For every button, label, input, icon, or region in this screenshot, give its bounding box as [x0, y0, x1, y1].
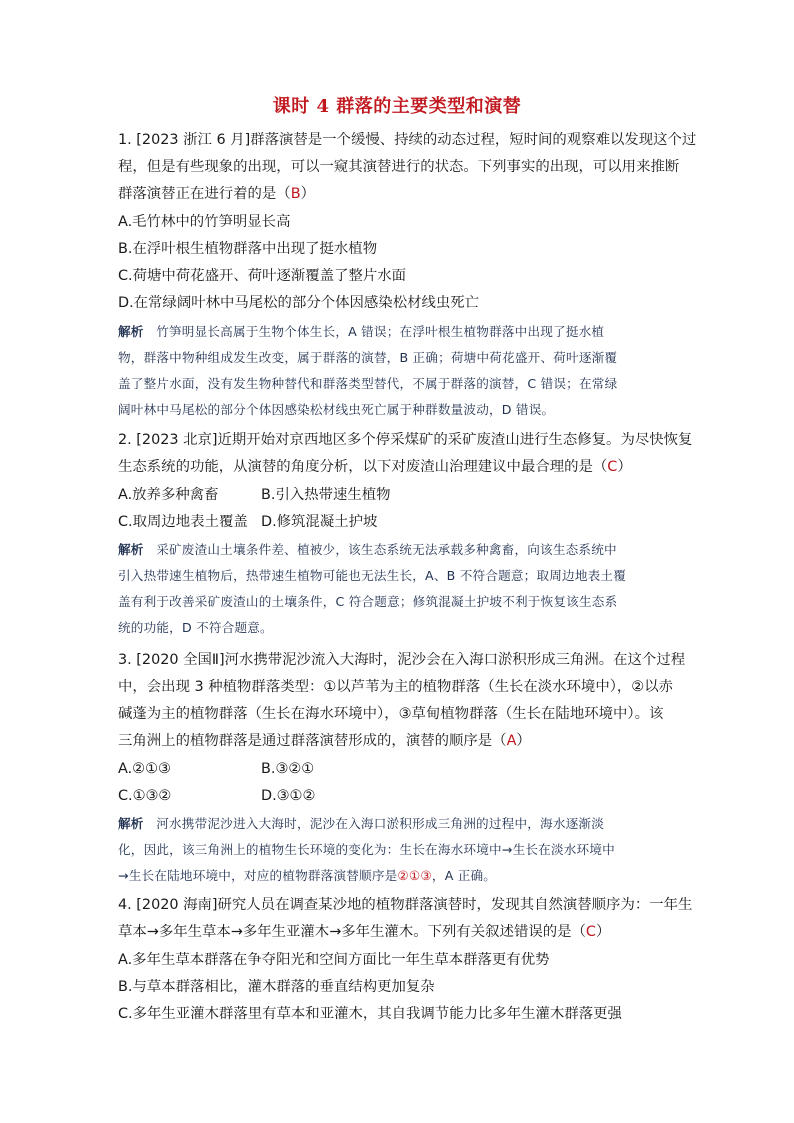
question-3-option-a: A.②①③	[118, 761, 171, 777]
question-4-answer: C	[585, 924, 596, 940]
question-3-stem-line-1: 3. [2020 全国Ⅱ]河水携带泥沙流入大海时，泥沙会在入海口淤积形成三角洲。在这个过程	[118, 652, 686, 668]
question-2-option-a: A.放养多种禽畜	[118, 487, 219, 503]
question-3-stem-line-4	[118, 731, 531, 751]
explanation-text: 采矿废渣山土壤条件差、植被少，该生态系统无法承载多种禽畜，向该生态系统中	[156, 542, 617, 557]
question-4-stem-line-2	[118, 922, 610, 942]
question-3-explanation-answer: ②①③	[397, 868, 432, 883]
question-3-paren-close: ）	[516, 733, 531, 749]
question-4-stem-text: 草本→多年生草本→多年生亚灌木→多年生灌木。下列有关叙述错误的是（	[118, 924, 586, 940]
question-3-explanation-line-2: 化，因此，该三角洲上的植物生长环境的变化为：生长在海水环境中→生长在淡水环境中	[118, 842, 615, 857]
question-2-stem-line-2	[118, 457, 632, 477]
question-1-option-c: C.荷塘中荷花盛开、荷叶逐渐覆盖了整片水面	[118, 268, 407, 284]
question-1-explanation-line-3: 盖了整片水面，没有发生物种替代和群落类型替代，不属于群落的演替，C 错误；在常绿	[118, 376, 618, 391]
explanation-text: →生长在陆地环境中，对应的植物群落演替顺序是	[118, 868, 398, 883]
question-1-option-d: D.在常绿阔叶林中马尾松的部分个体因感染松材线虫死亡	[118, 295, 480, 311]
question-1-stem-line-3	[118, 184, 315, 204]
question-3-explanation-line-1	[118, 814, 604, 834]
question-2-paren-close: ）	[617, 459, 632, 475]
question-2-explanation-line-2: 引入热带速生植物后，热带速生植物可能也无法生长，A、B 不符合题意；取周边地表土覆	[118, 568, 627, 583]
question-1-option-a: A.毛竹林中的竹笋明显长高	[118, 214, 291, 230]
question-2-option-d: D.修筑混凝土护坡	[261, 514, 378, 530]
question-3-stem-line-2: 中，会出现 3 种植物群落类型：①以芦苇为主的植物群落（生长在淡水环境中），②以赤	[118, 679, 673, 695]
explanation-text: 河水携带泥沙进入大海时，泥沙在入海口淤积形成三角洲的过程中，海水逐渐淡	[156, 816, 604, 831]
question-1-paren-close: ）	[300, 186, 315, 202]
question-3-option-b: B.③②①	[261, 761, 315, 777]
question-2-stem-text: 生态系统的功能，从演替的角度分析，以下对废渣山治理建议中最合理的是（	[118, 459, 608, 475]
question-4-option-c: C.多年生亚灌木群落里有草本和亚灌木，其自我调节能力比多年生灌木群落更强	[118, 1006, 622, 1022]
explanation-label: 解析	[118, 324, 144, 339]
question-3-stem-text: 三角洲上的植物群落是通过群落演替形成的，演替的顺序是（	[118, 733, 507, 749]
question-3-stem-line-3: 碱蓬为主的植物群落（生长在海水环境中），③草甸植物群落（生长在陆地环境中）。该	[118, 706, 664, 722]
page-title: 课时 4 群落的主要类型和演替	[272, 96, 522, 117]
question-1-option-b: B.在浮叶根生植物群落中出现了挺水植物	[118, 241, 378, 257]
question-2-option-c: C.取周边地表土覆盖	[118, 514, 248, 530]
question-1-stem-line-1: 1. [2023 浙江 6 月]群落演替是一个缓慢、持续的动态过程，短时间的观察难以发现这个过	[118, 132, 697, 148]
question-2-explanation-line-1	[118, 540, 617, 560]
question-3-option-c: C.①③②	[118, 788, 172, 804]
question-1-stem-line-2: 程，但是有些现象的出现，可以一窥其演替进行的状态。下列事实的出现，可以用来推断	[118, 159, 680, 175]
question-4-option-a: A.多年生草本群落在争夺阳光和空间方面比一年生草本群落更有优势	[118, 952, 550, 968]
question-1-stem-text: 群落演替正在进行着的是（	[118, 186, 291, 202]
question-4-paren-close: ）	[595, 924, 611, 940]
question-1-answer: B	[290, 186, 301, 202]
question-1-explanation-line-1	[118, 322, 604, 342]
question-2-explanation-line-4: 统的功能，D 不符合题意。	[118, 620, 273, 635]
question-1-explanation-line-4: 阔叶林中马尾松的部分个体因感染松材线虫死亡属于种群数量波动，D 错误。	[118, 402, 555, 417]
question-2-explanation-line-3: 盖有利于改善采矿废渣山的土壤条件，C 符合题意；修筑混凝土护坡不利于恢复该生态系	[118, 594, 618, 609]
question-2-option-b: B.引入热带速生植物	[261, 487, 391, 503]
question-4-option-b: B.与草本群落相比，灌木群落的垂直结构更加复杂	[118, 979, 435, 995]
question-2-stem-line-1: 2. [2023 北京]近期开始对京西地区多个停采煤矿的采矿废渣山进行生态修复。为尽快恢复	[118, 432, 693, 448]
explanation-text: 竹笋明显长高属于生物个体生长，A 错误；在浮叶根生植物群落中出现了挺水植	[156, 324, 605, 339]
explanation-label: 解析	[118, 816, 144, 831]
question-1-explanation-line-2: 物，群落中物种组成发生改变，属于群落的演替，B 正确；荷塘中荷花盛开、荷叶逐渐覆	[118, 350, 618, 365]
question-3-answer: A	[506, 733, 517, 749]
question-3-option-d: D.③①②	[261, 788, 316, 804]
question-3-explanation-line-3	[118, 866, 496, 886]
question-4-stem-line-1: 4. [2020 海南]研究人员在调查某沙地的植物群落演替时，发现其自然演替顺序为：一年生	[118, 897, 693, 913]
explanation-label: 解析	[118, 542, 144, 557]
explanation-text: ，A 正确。	[431, 868, 497, 883]
question-2-answer: C	[607, 459, 618, 475]
